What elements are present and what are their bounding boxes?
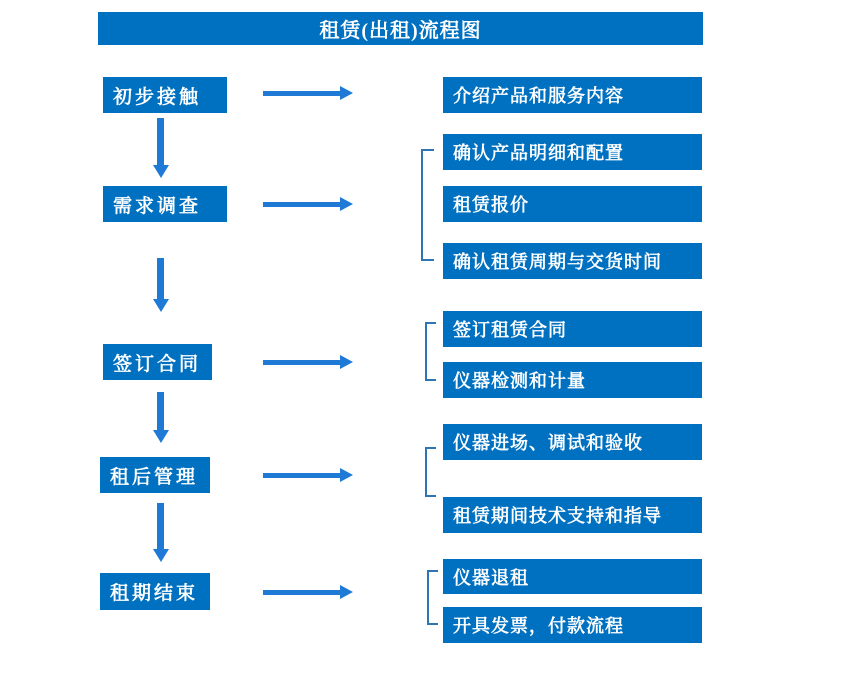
arrow-head-icon <box>153 430 169 443</box>
right-arrow-connector-5 <box>263 585 353 599</box>
right-arrow-connector-1 <box>263 86 353 100</box>
arrow-head-icon <box>153 299 169 312</box>
stage-box-post-rental-management: 租后管理 <box>100 457 210 493</box>
stage-box-sign-contract: 签订合同 <box>103 344 212 380</box>
arrow-head-icon <box>340 355 353 369</box>
arrow-head-icon <box>340 468 353 482</box>
arrow-head-icon <box>340 86 353 100</box>
arrow-head-icon <box>340 585 353 599</box>
arrow-shaft <box>157 392 164 430</box>
stage-box-demand-survey: 需求调查 <box>103 186 227 222</box>
down-arrow-connector-1 <box>152 118 169 178</box>
arrow-shaft <box>157 503 164 549</box>
detail-box-invoice-payment: 开具发票，付款流程 <box>443 607 702 643</box>
arrow-shaft <box>263 590 340 595</box>
flowchart-title: 租赁(出租)流程图 <box>98 12 703 45</box>
bracket-group-demand-survey <box>421 149 434 261</box>
right-arrow-connector-3 <box>263 355 353 369</box>
detail-box-confirm-rental-period: 确认租赁周期与交货时间 <box>443 243 702 279</box>
arrow-shaft <box>263 473 340 478</box>
down-arrow-connector-4 <box>152 503 169 562</box>
arrow-shaft <box>157 258 164 299</box>
arrow-shaft <box>157 118 164 165</box>
right-arrow-connector-2 <box>263 197 353 211</box>
detail-box-instrument-return: 仪器退租 <box>443 559 702 594</box>
down-arrow-connector-3 <box>152 392 169 443</box>
right-arrow-connector-4 <box>263 468 353 482</box>
stage-box-initial-contact: 初步接触 <box>103 77 227 113</box>
detail-box-confirm-product-details: 确认产品明细和配置 <box>443 134 702 170</box>
detail-box-sign-rental-contract: 签订租赁合同 <box>443 311 702 347</box>
stage-box-rental-end: 租期结束 <box>100 573 210 610</box>
bracket-group-sign-contract <box>425 322 436 381</box>
arrow-head-icon <box>153 165 169 178</box>
detail-box-instrument-setup-acceptance: 仪器进场、调试和验收 <box>443 424 702 460</box>
bracket-group-post-rental <box>425 447 436 497</box>
arrow-shaft <box>263 202 340 207</box>
bracket-group-rental-end <box>427 570 438 625</box>
down-arrow-connector-2 <box>152 258 169 312</box>
detail-box-instrument-testing: 仪器检测和计量 <box>443 362 702 398</box>
arrow-head-icon <box>340 197 353 211</box>
arrow-shaft <box>263 360 340 365</box>
detail-box-introduce-products: 介绍产品和服务内容 <box>443 77 702 113</box>
detail-box-rental-quote: 租赁报价 <box>443 186 702 222</box>
arrow-head-icon <box>153 549 169 562</box>
arrow-shaft <box>263 91 340 96</box>
detail-box-technical-support: 租赁期间技术支持和指导 <box>443 497 702 533</box>
